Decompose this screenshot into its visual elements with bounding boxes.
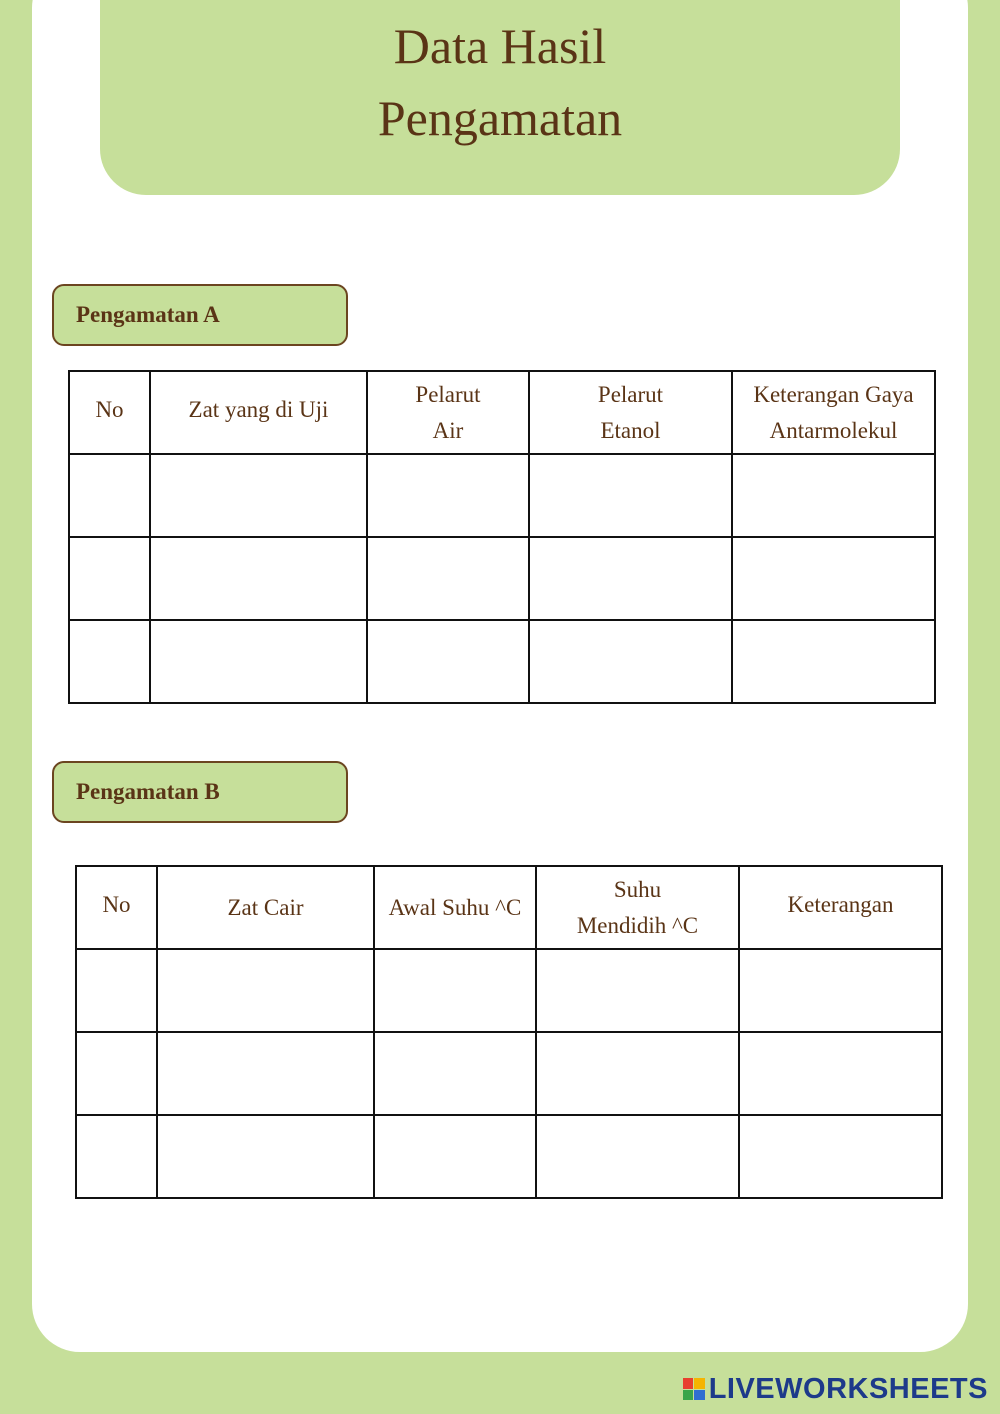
table-cell[interactable] [739, 949, 942, 1032]
watermark-text: LIVEWORKSHEETS [708, 1372, 988, 1405]
liveworksheets-watermark [683, 1372, 988, 1406]
table-cell[interactable] [536, 1032, 739, 1115]
table-cell[interactable] [367, 454, 529, 537]
table-row [76, 949, 942, 1032]
table-cell[interactable] [367, 537, 529, 620]
table-row [69, 620, 935, 703]
table-row [76, 1032, 942, 1115]
table-cell[interactable] [536, 949, 739, 1032]
header-no: No [76, 866, 157, 949]
header-no: No [69, 371, 150, 454]
table-cell[interactable] [739, 1115, 942, 1198]
header-keterangan: Keterangan [739, 866, 942, 949]
table-cell[interactable] [69, 537, 150, 620]
table-cell[interactable] [367, 620, 529, 703]
table-cell[interactable] [732, 620, 935, 703]
title-banner [100, 0, 900, 195]
table-cell[interactable] [150, 537, 367, 620]
table-cell[interactable] [157, 1032, 374, 1115]
table-cell[interactable] [76, 1115, 157, 1198]
table-header-row [69, 371, 935, 454]
table-cell[interactable] [529, 454, 732, 537]
header-zat-cair: Zat Cair [157, 866, 374, 949]
table-row [69, 537, 935, 620]
section-a-label: Pengamatan A [52, 284, 348, 346]
table-cell[interactable] [536, 1115, 739, 1198]
table-cell[interactable] [157, 949, 374, 1032]
header-pelarut-etanol: Pelarut Etanol [529, 371, 732, 454]
table-row [76, 1115, 942, 1198]
observation-table-b [75, 865, 943, 1199]
table-cell[interactable] [157, 1115, 374, 1198]
table-cell[interactable] [150, 454, 367, 537]
table-cell[interactable] [732, 537, 935, 620]
header-suhu-mendidih: Suhu Mendidih ^C [536, 866, 739, 949]
table-cell[interactable] [529, 537, 732, 620]
table-cell[interactable] [529, 620, 732, 703]
table-cell[interactable] [76, 1032, 157, 1115]
title-line-2: Pengamatan [377, 90, 623, 146]
liveworksheets-logo-icon [683, 1378, 705, 1400]
title-line-1: Data Hasil [393, 18, 607, 74]
section-b-label: Pengamatan B [52, 761, 348, 823]
header-keterangan-gaya: Keterangan Gaya Antarmolekul [732, 371, 935, 454]
table-cell[interactable] [374, 1032, 536, 1115]
observation-table-a [68, 370, 936, 704]
table-cell[interactable] [69, 454, 150, 537]
table-cell[interactable] [374, 949, 536, 1032]
table-cell[interactable] [732, 454, 935, 537]
table-cell[interactable] [76, 949, 157, 1032]
table-cell[interactable] [69, 620, 150, 703]
header-zat: Zat yang di Uji [150, 371, 367, 454]
table-cell[interactable] [150, 620, 367, 703]
header-pelarut-air: Pelarut Air [367, 371, 529, 454]
table-row [69, 454, 935, 537]
table-cell[interactable] [739, 1032, 942, 1115]
table-cell[interactable] [374, 1115, 536, 1198]
header-awal-suhu: Awal Suhu ^C [374, 866, 536, 949]
table-header-row [76, 866, 942, 949]
